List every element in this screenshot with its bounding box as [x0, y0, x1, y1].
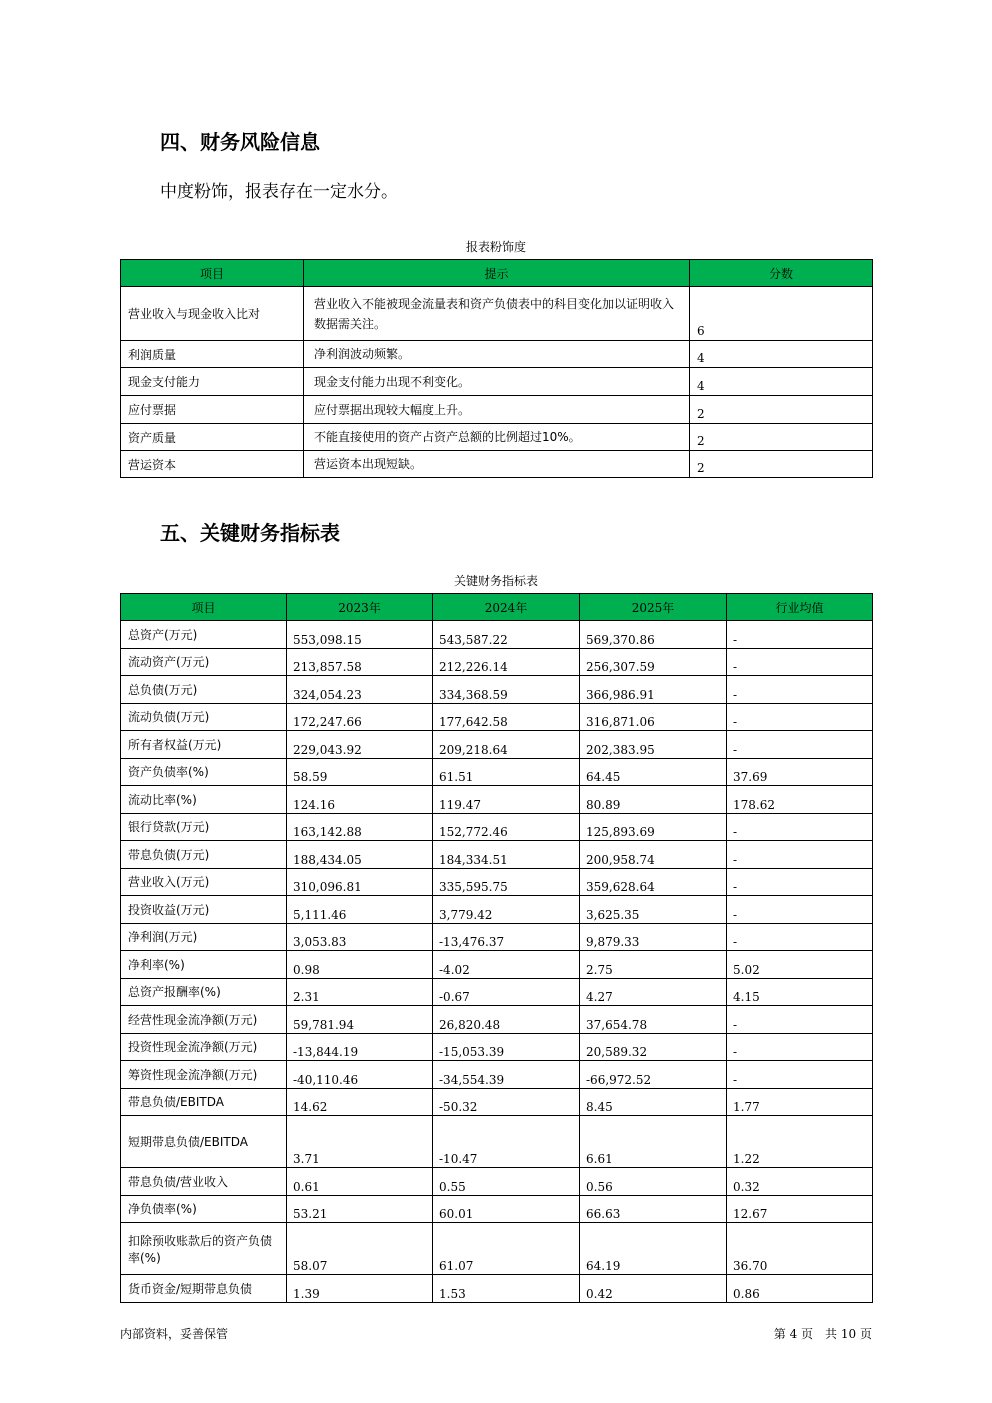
indicator-name-cell: 扣除预收账款后的资产负债率(%) — [121, 1223, 287, 1275]
value-2023-cell: -13,844.19 — [287, 1033, 433, 1061]
table-row — [121, 287, 873, 341]
hint-cell: 应付票据出现较大幅度上升。 — [304, 396, 690, 424]
value-2025-cell: 64.19 — [580, 1223, 727, 1275]
value-2023-cell: 124.16 — [287, 786, 433, 814]
value-2024-cell: -50.32 — [433, 1088, 580, 1116]
value-2025-cell: 3,625.35 — [580, 896, 727, 924]
industry-average-cell: - — [727, 813, 873, 841]
table-row — [121, 868, 873, 896]
value-2023-cell: 310,096.81 — [287, 868, 433, 896]
indicator-name-cell: 总负债(万元) — [121, 676, 287, 704]
hint-cell: 净利润波动频繁。 — [304, 341, 690, 368]
indicator-name-cell: 经营性现金流净额(万元) — [121, 1006, 287, 1034]
value-2023-cell: 58.59 — [287, 758, 433, 786]
value-2024-cell: 177,642.58 — [433, 703, 580, 731]
table-caption-whitewash: 报表粉饰度 — [465, 240, 526, 254]
score-cell: 4 — [690, 368, 873, 396]
risk-summary: 中度粉饰，报表存在一定水分。 — [160, 182, 398, 202]
table-row — [121, 1088, 873, 1116]
footer-confidential-note: 内部资料，妥善保管 — [120, 1327, 229, 1341]
industry-average-cell: - — [727, 621, 873, 649]
table-row — [121, 951, 873, 979]
table-row — [121, 758, 873, 786]
key-indicators-table — [120, 593, 873, 1303]
hint-cell: 现金支付能力出现不利变化。 — [304, 368, 690, 396]
page-suffix: 页 — [859, 1327, 872, 1341]
page-total: 10 — [840, 1327, 857, 1341]
value-2025-cell: 20,589.32 — [580, 1033, 727, 1061]
whitewash-table — [120, 259, 873, 478]
value-2023-cell: 53.21 — [287, 1195, 433, 1223]
value-2025-cell: 9,879.33 — [580, 923, 727, 951]
column-header: 项目 — [121, 260, 304, 287]
indicator-name-cell: 投资收益(万元) — [121, 896, 287, 924]
column-header: 2023年 — [287, 594, 433, 621]
table-row — [121, 1061, 873, 1089]
indicator-name-cell: 总资产(万元) — [121, 621, 287, 649]
industry-average-cell: 0.86 — [727, 1275, 873, 1303]
indicator-name-cell: 银行贷款(万元) — [121, 813, 287, 841]
value-2023-cell: 3.71 — [287, 1116, 433, 1168]
value-2025-cell: 6.61 — [580, 1116, 727, 1168]
indicator-name-cell: 流动比率(%) — [121, 786, 287, 814]
indicator-name-cell: 资产负债率(%) — [121, 758, 287, 786]
value-2025-cell: 8.45 — [580, 1088, 727, 1116]
value-2023-cell: 58.07 — [287, 1223, 433, 1275]
section-title-key-indicators: 五、关键财务指标表 — [160, 521, 340, 545]
industry-average-cell: - — [727, 868, 873, 896]
value-2023-cell: 324,054.23 — [287, 676, 433, 704]
score-cell: 2 — [690, 451, 873, 478]
value-2025-cell: 80.89 — [580, 786, 727, 814]
industry-average-cell: - — [727, 923, 873, 951]
industry-average-cell: - — [727, 676, 873, 704]
value-2024-cell: 26,820.48 — [433, 1006, 580, 1034]
value-2025-cell: 200,958.74 — [580, 841, 727, 869]
value-2024-cell: 184,334.51 — [433, 841, 580, 869]
indicator-name-cell: 净利率(%) — [121, 951, 287, 979]
page-prefix: 第 — [773, 1327, 786, 1341]
value-2025-cell: 125,893.69 — [580, 813, 727, 841]
value-2025-cell: 569,370.86 — [580, 621, 727, 649]
indicator-name-cell: 短期带息负债/EBITDA — [121, 1116, 287, 1168]
industry-average-cell: 12.67 — [727, 1195, 873, 1223]
table-row — [121, 1195, 873, 1223]
table-row — [121, 621, 873, 649]
indicator-name-cell: 投资性现金流净额(万元) — [121, 1033, 287, 1061]
indicator-name-cell: 带息负债(万元) — [121, 841, 287, 869]
value-2023-cell: 3,053.83 — [287, 923, 433, 951]
value-2025-cell: 0.56 — [580, 1168, 727, 1196]
table-row — [121, 1006, 873, 1034]
value-2025-cell: 2.75 — [580, 951, 727, 979]
item-cell: 现金支付能力 — [121, 368, 304, 396]
value-2025-cell: 359,628.64 — [580, 868, 727, 896]
item-cell: 营业收入与现金收入比对 — [121, 287, 304, 341]
score-cell: 4 — [690, 341, 873, 368]
table-row — [121, 841, 873, 869]
industry-average-cell: - — [727, 1033, 873, 1061]
table-row — [121, 703, 873, 731]
industry-average-cell: - — [727, 1061, 873, 1089]
value-2024-cell: 212,226.14 — [433, 648, 580, 676]
table-row — [121, 368, 873, 396]
table-row — [121, 786, 873, 814]
value-2024-cell: 0.55 — [433, 1168, 580, 1196]
indicator-name-cell: 总资产报酬率(%) — [121, 978, 287, 1006]
value-2024-cell: 1.53 — [433, 1275, 580, 1303]
value-2023-cell: 163,142.88 — [287, 813, 433, 841]
table-row — [121, 813, 873, 841]
value-2024-cell: -34,554.39 — [433, 1061, 580, 1089]
item-cell: 应付票据 — [121, 396, 304, 424]
table-row — [121, 451, 873, 478]
value-2025-cell: 256,307.59 — [580, 648, 727, 676]
hint-cell: 营运资本出现短缺。 — [304, 451, 690, 478]
indicator-name-cell: 所有者权益(万元) — [121, 731, 287, 759]
item-cell: 利润质量 — [121, 341, 304, 368]
value-2024-cell: 61.51 — [433, 758, 580, 786]
value-2025-cell: -66,972.52 — [580, 1061, 727, 1089]
indicator-name-cell: 营业收入(万元) — [121, 868, 287, 896]
column-header: 2024年 — [433, 594, 580, 621]
industry-average-cell: - — [727, 896, 873, 924]
value-2025-cell: 366,986.91 — [580, 676, 727, 704]
table-caption-key-indicators: 关键财务指标表 — [453, 574, 538, 588]
industry-average-cell: 1.77 — [727, 1088, 873, 1116]
value-2025-cell: 0.42 — [580, 1275, 727, 1303]
indicator-name-cell: 筹资性现金流净额(万元) — [121, 1061, 287, 1089]
page-current: 4 — [789, 1327, 798, 1341]
column-header: 提示 — [304, 260, 690, 287]
table-row — [121, 1033, 873, 1061]
value-2024-cell: -13,476.37 — [433, 923, 580, 951]
value-2024-cell: 209,218.64 — [433, 731, 580, 759]
table-row — [121, 1223, 873, 1275]
table-row — [121, 923, 873, 951]
value-2025-cell: 37,654.78 — [580, 1006, 727, 1034]
industry-average-cell: 178.62 — [727, 786, 873, 814]
value-2024-cell: 334,368.59 — [433, 676, 580, 704]
item-cell: 资产质量 — [121, 424, 304, 451]
section-title-financial-risk: 四、财务风险信息 — [160, 130, 320, 154]
table-row — [121, 676, 873, 704]
industry-average-cell: 36.70 — [727, 1223, 873, 1275]
value-2025-cell: 202,383.95 — [580, 731, 727, 759]
indicator-name-cell: 货币资金/短期带息负债 — [121, 1275, 287, 1303]
value-2025-cell: 4.27 — [580, 978, 727, 1006]
industry-average-cell: 1.22 — [727, 1116, 873, 1168]
value-2024-cell: 152,772.46 — [433, 813, 580, 841]
value-2024-cell: 119.47 — [433, 786, 580, 814]
table-row — [121, 424, 873, 451]
table-row — [121, 341, 873, 368]
value-2023-cell: 2.31 — [287, 978, 433, 1006]
value-2024-cell: 543,587.22 — [433, 621, 580, 649]
value-2024-cell: 3,779.42 — [433, 896, 580, 924]
value-2024-cell: 61.07 — [433, 1223, 580, 1275]
value-2023-cell: 5,111.46 — [287, 896, 433, 924]
table-row — [121, 896, 873, 924]
value-2024-cell: -0.67 — [433, 978, 580, 1006]
industry-average-cell: 37.69 — [727, 758, 873, 786]
value-2023-cell: 0.61 — [287, 1168, 433, 1196]
table-row — [121, 396, 873, 424]
industry-average-cell: - — [727, 1006, 873, 1034]
column-header: 项目 — [121, 594, 287, 621]
score-cell: 6 — [690, 287, 873, 341]
industry-average-cell: 4.15 — [727, 978, 873, 1006]
item-cell: 营运资本 — [121, 451, 304, 478]
value-2024-cell: 335,595.75 — [433, 868, 580, 896]
page-mid: 页 共 — [801, 1327, 838, 1341]
value-2023-cell: 553,098.15 — [287, 621, 433, 649]
industry-average-cell: - — [727, 703, 873, 731]
industry-average-cell: - — [727, 648, 873, 676]
value-2023-cell: 213,857.58 — [287, 648, 433, 676]
footer-page-number — [774, 1325, 872, 1342]
value-2025-cell: 64.45 — [580, 758, 727, 786]
value-2024-cell: -10.47 — [433, 1116, 580, 1168]
value-2023-cell: -40,110.46 — [287, 1061, 433, 1089]
industry-average-cell: - — [727, 841, 873, 869]
table-row — [121, 648, 873, 676]
value-2024-cell: -15,053.39 — [433, 1033, 580, 1061]
value-2023-cell: 172,247.66 — [287, 703, 433, 731]
indicator-name-cell: 带息负债/EBITDA — [121, 1088, 287, 1116]
value-2023-cell: 59,781.94 — [287, 1006, 433, 1034]
industry-average-cell: - — [727, 731, 873, 759]
column-header: 2025年 — [580, 594, 727, 621]
indicator-name-cell: 流动资产(万元) — [121, 648, 287, 676]
value-2024-cell: 60.01 — [433, 1195, 580, 1223]
value-2023-cell: 1.39 — [287, 1275, 433, 1303]
indicator-name-cell: 净负债率(%) — [121, 1195, 287, 1223]
value-2025-cell: 316,871.06 — [580, 703, 727, 731]
hint-cell: 不能直接使用的资产占资产总额的比例超过10%。 — [304, 424, 690, 451]
table-header-row — [121, 260, 873, 287]
value-2024-cell: -4.02 — [433, 951, 580, 979]
indicator-name-cell: 净利润(万元) — [121, 923, 287, 951]
column-header: 分数 — [690, 260, 873, 287]
table-row — [121, 1275, 873, 1303]
column-header: 行业均值 — [727, 594, 873, 621]
value-2023-cell: 188,434.05 — [287, 841, 433, 869]
table-row — [121, 1116, 873, 1168]
industry-average-cell: 0.32 — [727, 1168, 873, 1196]
table-row — [121, 978, 873, 1006]
hint-cell: 营业收入不能被现金流量表和资产负债表中的科目变化加以证明收入数据需关注。 — [304, 287, 690, 341]
score-cell: 2 — [690, 424, 873, 451]
table-header-row — [121, 594, 873, 621]
score-cell: 2 — [690, 396, 873, 424]
value-2023-cell: 0.98 — [287, 951, 433, 979]
value-2025-cell: 66.63 — [580, 1195, 727, 1223]
table-row — [121, 1168, 873, 1196]
value-2023-cell: 229,043.92 — [287, 731, 433, 759]
indicator-name-cell: 流动负债(万元) — [121, 703, 287, 731]
value-2023-cell: 14.62 — [287, 1088, 433, 1116]
indicator-name-cell: 带息负债/营业收入 — [121, 1168, 287, 1196]
industry-average-cell: 5.02 — [727, 951, 873, 979]
table-row — [121, 731, 873, 759]
